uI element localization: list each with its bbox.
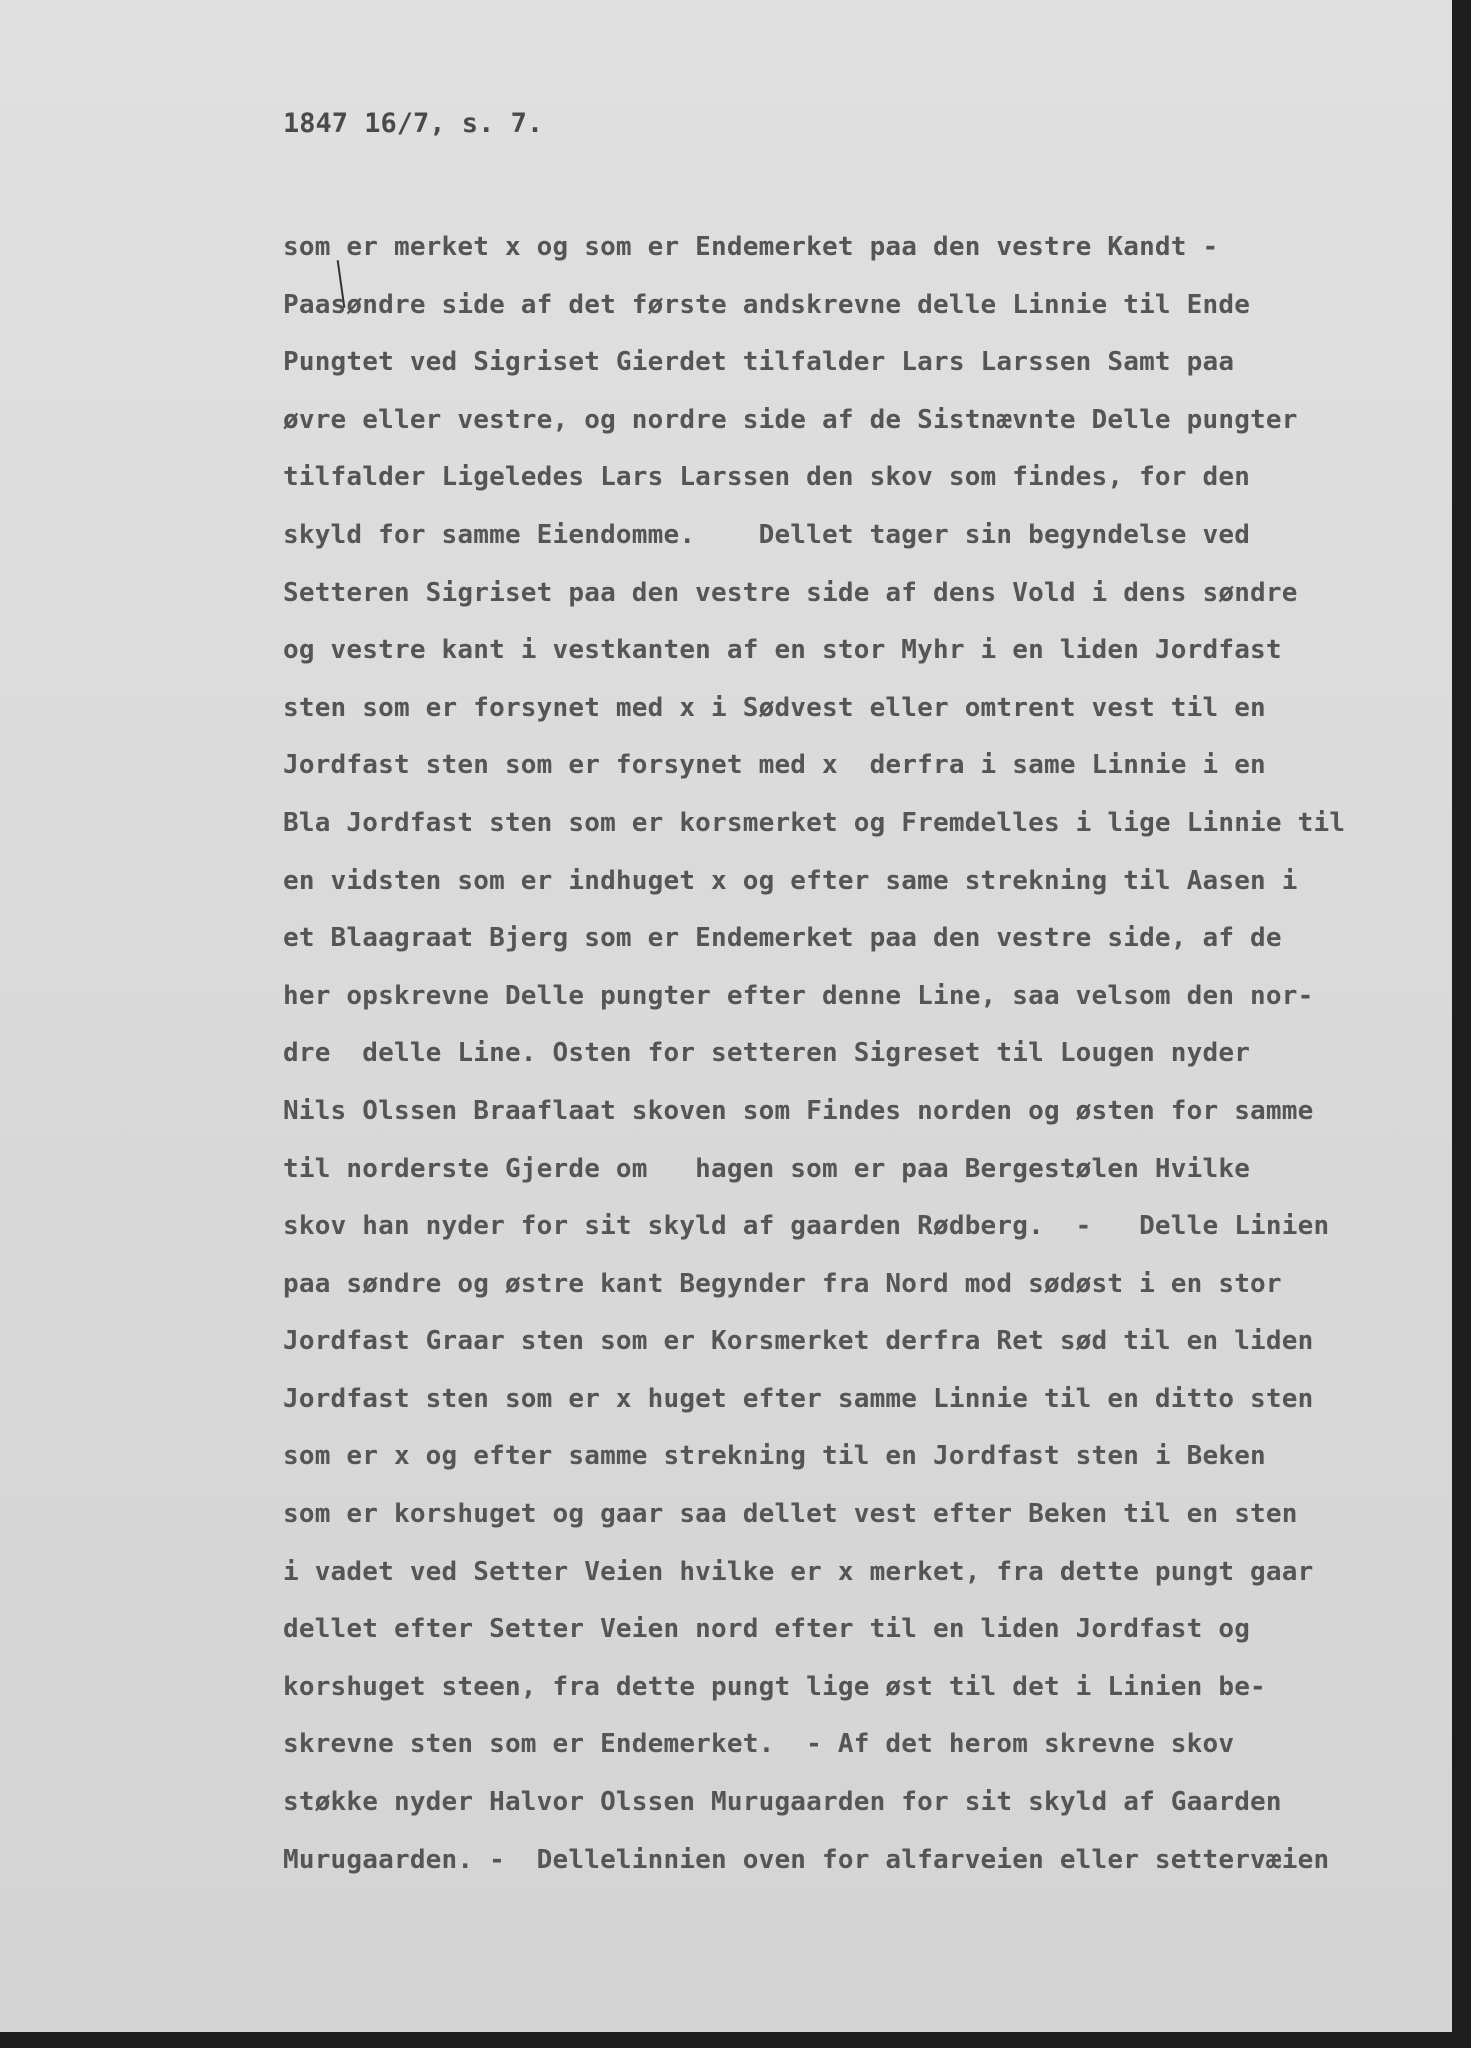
text-line: dellet efter Setter Veien nord efter til en liden Jordfast og xyxy=(283,1614,1251,1645)
text-line: paa søndre og østre kant Begynder fra Nord mod sødøst i en stor xyxy=(283,1268,1282,1299)
text-line: skov han nyder for sit skyld af gaarden Rødberg. - Delle Linien xyxy=(283,1211,1330,1242)
scan-border-bottom xyxy=(0,2032,1471,2048)
text-line: til norderste Gjerde om hagen som er paa Bergestølen Hvilke xyxy=(283,1153,1251,1184)
text-line: Jordfast sten som er forsynet med x derfra i same Linnie i en xyxy=(283,750,1266,781)
text-line: og vestre kant i vestkanten af en stor Myhr i en liden Jordfast xyxy=(283,635,1282,666)
text-line: Paasøndre side af det første andskrevne delle Linnie til Ende xyxy=(283,289,1251,320)
text-line: Jordfast sten som er x huget efter samme Linnie til en ditto sten xyxy=(283,1383,1314,1414)
text-line: skrevne sten som er Endemerket. - Af det herom skrevne skov xyxy=(283,1729,1235,1760)
text-line: Setteren Sigriset paa den vestre side af dens Vold i dens søndre xyxy=(283,577,1298,608)
page-header: 1847 16/7, s. 7. xyxy=(283,108,544,139)
text-line: Nils Olssen Braaflaat skoven som Findes norden og østen for samme xyxy=(283,1095,1314,1126)
text-line: Bla Jordfast sten som er korsmerket og Fremdelles i lige Linnie til xyxy=(283,807,1346,838)
text-line: her opskrevne Delle pungter efter denne Line, saa velsom den nor- xyxy=(283,980,1314,1011)
text-line: støkke nyder Halvor Olssen Murugaarden for sit skyld af Gaarden xyxy=(283,1787,1282,1818)
text-line: i vadet ved Setter Veien hvilke er x merket, fra dette pungt gaar xyxy=(283,1556,1314,1587)
text-line: dre delle Line. Osten for setteren Sigreset til Lougen nyder xyxy=(283,1038,1251,1069)
text-line: et Blaagraat Bjerg som er Endemerket paa den vestre side, af de xyxy=(283,923,1282,954)
text-line: som er korshuget og gaar saa dellet vest efter Beken til en sten xyxy=(283,1499,1298,1530)
text-line: Murugaarden. - Dellelinnien oven for alfarveien eller settervæien xyxy=(283,1844,1330,1875)
text-line: som er x og efter samme strekning til en Jordfast sten i Beken xyxy=(283,1441,1266,1472)
document-body xyxy=(283,219,1433,1889)
text-line: skyld for samme Eiendomme. Dellet tager sin begyndelse ved xyxy=(283,519,1251,550)
text-line: Jordfast Graar sten som er Korsmerket derfra Ret sød til en liden xyxy=(283,1326,1314,1357)
text-line: som er merket x og som er Endemerket paa den vestre Kandt - xyxy=(283,232,1219,262)
text-line: en vidsten som er indhuget x og efter same strekning til Aasen i xyxy=(283,865,1298,896)
text-line: tilfalder Ligeledes Lars Larssen den skov som findes, for den xyxy=(283,462,1251,493)
text-line: korshuget steen, fra dette pungt lige øst til det i Linien be- xyxy=(283,1671,1266,1702)
text-line: sten som er forsynet med x i Sødvest eller omtrent vest til en xyxy=(283,692,1266,723)
scan-border-right xyxy=(1452,0,1471,2048)
text-line: øvre eller vestre, og nordre side af de Sistnævnte Delle pungter xyxy=(283,404,1298,435)
text-line: Pungtet ved Sigriset Gierdet tilfalder Lars Larssen Samt paa xyxy=(283,347,1235,378)
